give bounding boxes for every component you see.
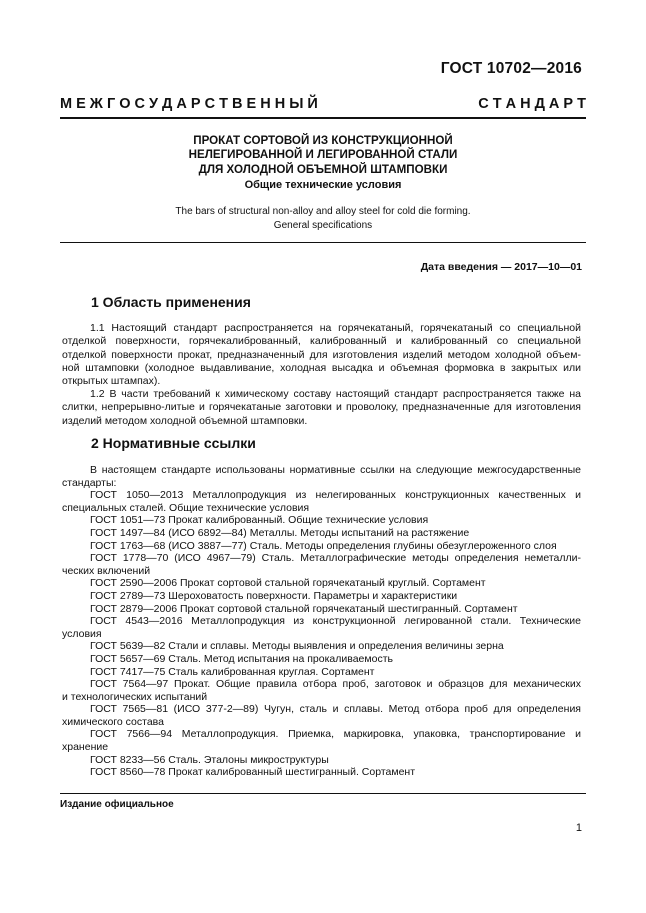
reference-line: ГОСТ 1778—70 (ИСО 4967—79) Сталь. Металлографические методы определения неметалли-: [90, 552, 581, 565]
title-line: НЕЛЕГИРОВАННОЙ И ЛЕГИРОВАННОЙ СТАЛИ: [188, 148, 458, 162]
reference-line: ГОСТ 5657—69 Сталь. Метод испытания на прокаливаемость: [90, 652, 393, 665]
reference-line: ГОСТ 1763—68 (ИСО 3887—77) Сталь. Методы определения глубины обезуглероженного слоя: [90, 539, 557, 552]
reference-line: химического состава: [62, 715, 164, 728]
reference-line: ГОСТ 7566—94 Металлопродукция. Приемка, маркировка, упаковка, транспортирование и: [90, 728, 581, 741]
reference-line: ГОСТ 4543—2016 Металлопродукция из конструкционной легированной стали. Технические: [90, 615, 581, 628]
reference-line: В настоящем стандарте использованы нормативные ссылки на следующие межгосударственные: [90, 464, 581, 476]
official-edition-label: Издание официальное: [60, 799, 174, 810]
document-title: [60, 134, 586, 177]
reference-line: ГОСТ 2879—2006 Прокат сортовой стальной горячекатаный шестигранный. Сортамент: [90, 602, 518, 615]
standard-type-banner: [60, 96, 586, 112]
reference-line: ГОСТ 7565—81 (ИСО 377-2—89) Чугун, сталь и сплавы. Метод отбора проб для определения: [90, 703, 581, 716]
text-line: 1.2 В части требований к химическому составу настоящий стандарт распространяется также на: [90, 388, 581, 400]
section-1-paragraph-2: [62, 388, 581, 428]
banner-word-standard: С Т А Н Д А Р Т: [478, 96, 586, 112]
section-2-heading: 2 Нормативные ссылки: [91, 435, 256, 451]
english-title: [60, 205, 586, 233]
reference-line: стандарты:: [62, 476, 117, 489]
text-line: ной штамповки (холодное выдавливание, холодная высадка и объемная формовка в закрытых или: [62, 361, 581, 374]
reference-line: ческих включений: [62, 564, 151, 577]
footer-divider: [60, 793, 586, 794]
reference-line: условия: [62, 627, 102, 640]
introduction-date: Дата введения — 2017—10—01: [420, 261, 582, 273]
section-1-paragraph-1: [62, 322, 581, 388]
reference-line: ГОСТ 8560—78 Прокат калиброванный шестигранный. Сортамент: [90, 766, 416, 779]
text-line: 1.1 Настоящий стандарт распространяется на горячекатаный, горячекатаный со специальной: [90, 322, 581, 334]
reference-line: ГОСТ 2789—73 Шероховатость поверхности. Параметры и характеристики: [90, 589, 458, 602]
reference-line: ГОСТ 2590—2006 Прокат сортовой стальной горячекатаный круглый. Сортамент: [90, 577, 486, 590]
reference-line: ГОСТ 1497—84 (ИСО 6892—84) Металлы. Методы испытаний на растяжение: [90, 526, 470, 539]
reference-line: специальных сталей. Общие технические условия: [62, 501, 310, 514]
normative-references-list: [62, 464, 581, 779]
text-line: слитки, непрерывно-литые и горячекатаные заготовки и проволоку, предназначенные для изготовления: [62, 401, 581, 414]
reference-line: ГОСТ 1050—2013 Металлопродукция из нелегированных конструкционных качественных и: [90, 489, 581, 502]
text-line: отделкой поверхности прокат, предназначенный для изготовления изделий методом холодной объем-: [62, 348, 581, 361]
page-number: 1: [575, 822, 582, 834]
text-line: изделий методом холодной объемной штамповки.: [62, 414, 308, 427]
standard-code: ГОСТ 10702—2016: [440, 60, 582, 77]
text-line: открытых штампах).: [62, 375, 161, 388]
reference-line: ГОСТ 5639—82 Стали и сплавы. Методы выявления и определения величины зерна: [90, 640, 504, 653]
reference-line: ГОСТ 8233—56 Сталь. Эталоны микроструктуры: [90, 753, 329, 766]
section-1-heading: 1 Область применения: [91, 294, 251, 310]
title-line: ДЛЯ ХОЛОДНОЙ ОБЪЕМНОЙ ШТАМПОВКИ: [198, 162, 448, 176]
reference-line: ГОСТ 7564—97 Прокат. Общие правила отбора проб, заготовок и образцов для механических: [90, 678, 581, 691]
english-title-line: General specifications: [273, 220, 373, 231]
banner-word-interstate: М Е Ж Г О С У Д А Р С Т В Е Н Н Ы Й: [60, 96, 318, 112]
reference-line: ГОСТ 7417—75 Сталь калиброванная круглая. Сортамент: [90, 665, 375, 678]
document-subtitle: Общие технические условия: [244, 179, 402, 191]
reference-line: хранение: [62, 741, 109, 754]
title-divider: [60, 242, 586, 243]
reference-line: и технологических испытаний: [62, 690, 208, 703]
reference-line: ГОСТ 1051—73 Прокат калиброванный. Общие технические условия: [90, 514, 429, 527]
title-line: ПРОКАТ СОРТОВОЙ ИЗ КОНСТРУКЦИОННОЙ: [193, 134, 453, 147]
banner-underline: [60, 117, 586, 119]
text-line: отделкой поверхности, горячекалиброванный, калиброванный и калиброванный со специальной: [62, 335, 581, 348]
english-title-line: The bars of structural non-alloy and alloy steel for cold die forming.: [175, 206, 471, 217]
